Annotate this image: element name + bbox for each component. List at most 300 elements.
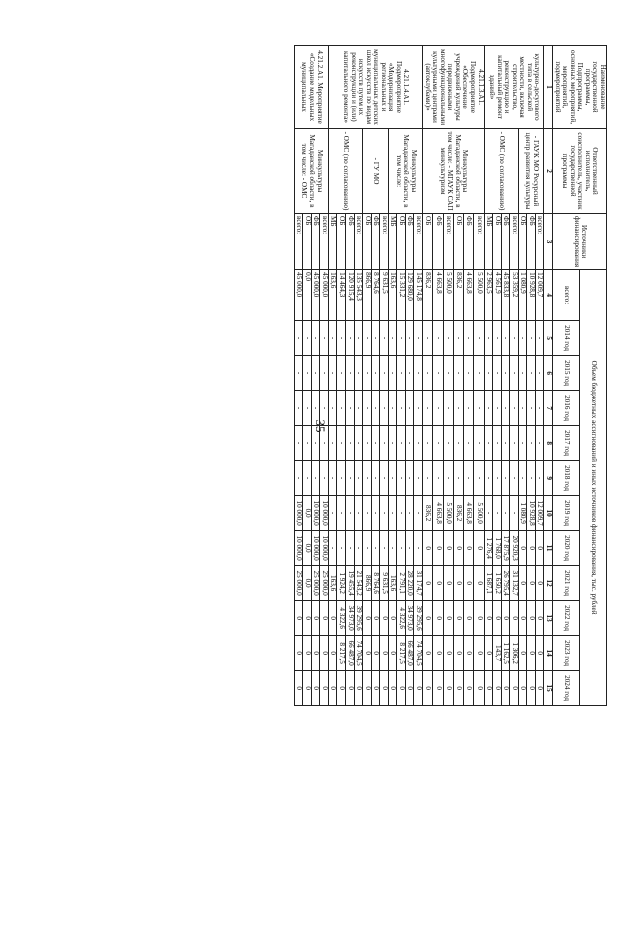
cell-year-value: 0: [527, 636, 536, 671]
header-year: 2016 год: [553, 391, 580, 426]
cell-year-value: -: [363, 426, 372, 461]
cell-source: ФБ: [464, 214, 474, 270]
column-number: 8: [544, 426, 553, 461]
column-number: 9: [544, 461, 553, 496]
cell-year-value: -: [311, 426, 320, 461]
header-name: Наименование государственной программы, Подпрограммы, основных мероприятий, мероприятий, подмероприятий: [553, 46, 607, 129]
cell-year-value: 0: [433, 531, 443, 566]
cell-year-value: -: [346, 391, 355, 426]
cell-year-value: -: [380, 496, 389, 531]
cell-year-value: -: [397, 391, 406, 426]
cell-year-value: 0: [474, 671, 484, 706]
cell-year-value: -: [453, 461, 463, 496]
cell-year-value: -: [484, 321, 493, 356]
cell-year-value: 0: [535, 566, 544, 601]
cell-year-value: 0: [453, 636, 463, 671]
cell-year-value: 143,7: [493, 636, 502, 671]
cell-year-value: -: [328, 496, 337, 531]
cell-year-value: -: [320, 461, 329, 496]
column-number: 4: [544, 270, 553, 321]
cell-year-value: -: [443, 426, 453, 461]
cell-year-value: 66 487,0: [405, 636, 414, 671]
cell-year-value: 0: [363, 636, 372, 671]
cell-year-value: -: [397, 461, 406, 496]
cell-year-value: 8 217,5: [397, 636, 406, 671]
cell-source: ФБ: [346, 214, 355, 270]
cell-year-value: 0: [328, 601, 337, 636]
cell-program-name: 4.21.1.4.А1. Подмероприятие «Модернизация региональных и муниципальных детских школ искусств по видам искусств путем их реконструкции и (или) капитального ремонта»: [328, 46, 422, 129]
cell-year-value: -: [380, 356, 389, 391]
cell-year-value: -: [535, 426, 544, 461]
cell-year-value: -: [453, 391, 463, 426]
cell-total: 120 915,4: [346, 270, 355, 321]
cell-total: 10 928,8: [527, 270, 536, 321]
cell-year-value: -: [501, 321, 510, 356]
cell-total: 135 543,3: [354, 270, 363, 321]
cell-year-value: -: [433, 321, 443, 356]
cell-year-value: -: [443, 321, 453, 356]
column-number: 15: [544, 671, 553, 706]
cell-year-value: -: [328, 391, 337, 426]
cell-responsible: - ГАУК МО Ресурсный центр развития культуры: [518, 129, 544, 214]
cell-source: всего:: [414, 214, 423, 270]
cell-year-value: -: [535, 461, 544, 496]
cell-year-value: 10 000,0: [294, 531, 303, 566]
cell-source: всего:: [354, 214, 363, 270]
cell-source: ФБ: [527, 214, 536, 270]
cell-year-value: -: [397, 496, 406, 531]
cell-year-value: -: [354, 356, 363, 391]
cell-year-value: 0: [464, 636, 474, 671]
cell-total: 45 000,0: [294, 270, 303, 321]
cell-source: ФБ: [433, 214, 443, 270]
cell-year-value: -: [371, 321, 380, 356]
cell-total: 14 464,3: [337, 270, 346, 321]
cell-year-value: 12 009,7: [535, 496, 544, 531]
cell-year-value: -: [405, 391, 414, 426]
cell-total: 866,9: [363, 270, 372, 321]
cell-year-value: 19 455,4: [346, 566, 355, 601]
cell-year-value: -: [328, 531, 337, 566]
cell-year-value: 836,2: [423, 496, 433, 531]
cell-year-value: -: [320, 356, 329, 391]
cell-year-value: 0: [294, 636, 303, 671]
cell-responsible: - ОМС (по согласованию): [328, 129, 362, 214]
cell-year-value: 0,0: [303, 496, 312, 531]
finance-table-sheet: [0, 45, 607, 950]
cell-year-value: 0: [535, 531, 544, 566]
cell-source: ФБ: [371, 214, 380, 270]
cell-year-value: -: [363, 531, 372, 566]
cell-year-value: -: [501, 426, 510, 461]
cell-year-value: 0: [535, 671, 544, 706]
cell-year-value: 0: [423, 636, 433, 671]
cell-year-value: 39 295,6: [414, 601, 423, 636]
cell-year-value: 17 875,9: [501, 531, 510, 566]
cell-total: 1 080,9: [518, 270, 527, 321]
cell-year-value: 0: [527, 671, 536, 706]
cell-year-value: 0: [433, 566, 443, 601]
cell-year-value: 0: [311, 601, 320, 636]
cell-source: ФБ: [405, 214, 414, 270]
cell-year-value: -: [311, 356, 320, 391]
cell-year-value: 0: [443, 601, 453, 636]
cell-total: 129 680,0: [405, 270, 414, 321]
cell-year-value: -: [423, 426, 433, 461]
cell-year-value: 0: [423, 601, 433, 636]
cell-year-value: -: [501, 496, 510, 531]
cell-year-value: 10 928,8: [527, 496, 536, 531]
cell-year-value: -: [414, 461, 423, 496]
column-number: 6: [544, 356, 553, 391]
cell-year-value: -: [388, 426, 397, 461]
cell-year-value: 0: [527, 566, 536, 601]
cell-source: ОБ: [423, 214, 433, 270]
cell-year-value: 0: [443, 671, 453, 706]
cell-year-value: 0: [303, 671, 312, 706]
cell-year-value: 0: [474, 601, 484, 636]
cell-year-value: -: [474, 321, 484, 356]
column-number: 5: [544, 321, 553, 356]
header-year: 2017 год: [553, 426, 580, 461]
cell-year-value: -: [294, 391, 303, 426]
header-year: 2024 год: [553, 671, 580, 706]
cell-year-value: -: [405, 321, 414, 356]
cell-year-value: -: [397, 531, 406, 566]
cell-year-value: 0: [371, 671, 380, 706]
cell-year-value: -: [535, 321, 544, 356]
cell-year-value: -: [371, 531, 380, 566]
cell-year-value: -: [320, 391, 329, 426]
cell-year-value: -: [380, 461, 389, 496]
cell-year-value: -: [337, 531, 346, 566]
cell-year-value: 39 295,6: [354, 601, 363, 636]
cell-year-value: -: [484, 356, 493, 391]
column-number: 2: [544, 129, 553, 214]
cell-year-value: 0: [501, 671, 510, 706]
cell-year-value: -: [337, 356, 346, 391]
cell-total: 0,0: [303, 270, 312, 321]
cell-source: всего:: [510, 214, 519, 270]
cell-source: всего:: [443, 214, 453, 270]
cell-year-value: -: [464, 461, 474, 496]
cell-year-value: -: [510, 496, 519, 531]
cell-year-value: -: [484, 461, 493, 496]
cell-year-value: -: [354, 496, 363, 531]
header-year: 2020 год: [553, 531, 580, 566]
cell-year-value: -: [453, 426, 463, 461]
cell-year-value: 0: [493, 671, 502, 706]
cell-year-value: 0: [484, 671, 493, 706]
cell-source: ФБ: [501, 214, 510, 270]
cell-year-value: -: [464, 426, 474, 461]
cell-year-value: 163,6: [328, 566, 337, 601]
cell-year-value: 0: [453, 671, 463, 706]
cell-year-value: 0: [518, 636, 527, 671]
cell-source: ОБ: [337, 214, 346, 270]
cell-year-value: 0: [518, 531, 527, 566]
table-row: [535, 46, 544, 706]
cell-year-value: -: [388, 496, 397, 531]
cell-year-value: -: [484, 496, 493, 531]
header-funding-group: Объем бюджетных ассигнований и иных источников финансирования, тыс. рублей: [580, 270, 607, 706]
cell-year-value: 0: [423, 566, 433, 601]
cell-year-value: 0: [493, 601, 502, 636]
cell-year-value: 0: [328, 636, 337, 671]
cell-year-value: -: [405, 531, 414, 566]
cell-year-value: 1 162,5: [501, 636, 510, 671]
cell-total: 9 631,5: [380, 270, 389, 321]
cell-year-value: -: [443, 356, 453, 391]
cell-year-value: -: [433, 391, 443, 426]
cell-year-value: -: [535, 356, 544, 391]
header-year: 2022 год: [553, 601, 580, 636]
cell-year-value: -: [346, 461, 355, 496]
cell-year-value: 31 132,7: [510, 566, 519, 601]
cell-source: ОБ: [453, 214, 463, 270]
cell-year-value: 0: [527, 601, 536, 636]
cell-year-value: 0: [527, 531, 536, 566]
cell-year-value: 4 322,6: [397, 601, 406, 636]
cell-year-value: -: [527, 461, 536, 496]
cell-year-value: 0: [443, 566, 453, 601]
cell-year-value: 0: [303, 601, 312, 636]
cell-year-value: -: [311, 461, 320, 496]
cell-responsible: Минкультуры Магаданской области, в том числе: - МГАУК САП минкультуризм: [423, 129, 485, 214]
cell-year-value: 74 704,5: [354, 636, 363, 671]
column-number: 7: [544, 391, 553, 426]
cell-year-value: 0: [328, 671, 337, 706]
cell-year-value: -: [474, 391, 484, 426]
cell-year-value: 0: [303, 636, 312, 671]
cell-year-value: 0: [443, 636, 453, 671]
cell-total: 12 009,7: [535, 270, 544, 321]
cell-source: МБ: [484, 214, 493, 270]
cell-year-value: 1 768,0: [493, 531, 502, 566]
cell-year-value: -: [518, 426, 527, 461]
cell-year-value: -: [510, 461, 519, 496]
cell-year-value: 10 000,0: [320, 496, 329, 531]
cell-year-value: 0: [423, 531, 433, 566]
cell-year-value: 0,0: [303, 566, 312, 601]
cell-year-value: 0: [474, 636, 484, 671]
table-row: [474, 46, 484, 706]
cell-year-value: -: [501, 356, 510, 391]
cell-year-value: 5 500,0: [474, 496, 484, 531]
cell-year-value: 4 663,8: [464, 496, 474, 531]
cell-year-value: 0: [294, 601, 303, 636]
cell-year-value: -: [328, 426, 337, 461]
cell-source: ОБ: [518, 214, 527, 270]
cell-year-value: -: [510, 391, 519, 426]
cell-year-value: 2 791,1: [397, 566, 406, 601]
cell-year-value: -: [346, 496, 355, 531]
cell-year-value: -: [320, 426, 329, 461]
cell-year-value: -: [294, 321, 303, 356]
cell-year-value: 1 650,2: [493, 566, 502, 601]
cell-year-value: -: [328, 321, 337, 356]
cell-year-value: -: [484, 391, 493, 426]
cell-year-value: -: [294, 356, 303, 391]
cell-year-value: 1 080,9: [518, 496, 527, 531]
cell-total: 45 000,0: [320, 270, 329, 321]
cell-year-value: -: [337, 496, 346, 531]
cell-year-value: 0: [380, 601, 389, 636]
cell-year-value: 1 924,2: [337, 566, 346, 601]
header-year: 2015 год: [553, 356, 580, 391]
cell-year-value: -: [414, 426, 423, 461]
cell-year-value: -: [414, 496, 423, 531]
cell-year-value: -: [518, 391, 527, 426]
cell-year-value: -: [510, 426, 519, 461]
cell-year-value: 0: [484, 636, 493, 671]
cell-year-value: -: [371, 391, 380, 426]
cell-year-value: -: [405, 496, 414, 531]
cell-year-value: -: [464, 321, 474, 356]
cell-source: ОБ: [363, 214, 372, 270]
cell-year-value: 25 000,0: [294, 566, 303, 601]
cell-total: 53 359,2: [510, 270, 519, 321]
cell-year-value: 0: [474, 566, 484, 601]
cell-year-value: -: [328, 461, 337, 496]
cell-year-value: -: [380, 321, 389, 356]
cell-year-value: -: [527, 321, 536, 356]
header-year: 2018 год: [553, 461, 580, 496]
cell-year-value: -: [380, 391, 389, 426]
cell-year-value: 0: [510, 671, 519, 706]
cell-year-value: 34 973,0: [346, 601, 355, 636]
cell-year-value: 0: [388, 636, 397, 671]
cell-year-value: -: [493, 496, 502, 531]
cell-year-value: -: [371, 496, 380, 531]
cell-year-value: 1 306,2: [510, 636, 519, 671]
cell-year-value: -: [527, 356, 536, 391]
cell-year-value: -: [337, 321, 346, 356]
cell-year-value: -: [354, 426, 363, 461]
cell-program-name: 4.21.2.А1. Мероприятие «Создание модельных муниципальных: [294, 46, 328, 129]
cell-responsible: - ГУ МО: [363, 129, 389, 214]
cell-source: ОБ: [303, 214, 312, 270]
cell-year-value: 66 487,0: [346, 636, 355, 671]
cell-source: МБ: [328, 214, 337, 270]
cell-year-value: 0: [363, 671, 372, 706]
cell-year-value: -: [311, 321, 320, 356]
cell-year-value: -: [337, 461, 346, 496]
cell-year-value: 25 000,0: [320, 566, 329, 601]
cell-source: всего:: [380, 214, 389, 270]
cell-year-value: -: [354, 461, 363, 496]
cell-source: ОБ: [397, 214, 406, 270]
cell-year-value: 0: [371, 601, 380, 636]
cell-year-value: 0: [380, 636, 389, 671]
cell-year-value: 0: [346, 671, 355, 706]
cell-total: 5 500,0: [474, 270, 484, 321]
cell-year-value: -: [493, 356, 502, 391]
cell-year-value: 5 500,0: [443, 496, 453, 531]
cell-year-value: -: [501, 461, 510, 496]
cell-year-value: 0: [414, 671, 423, 706]
cell-year-value: -: [423, 391, 433, 426]
cell-year-value: 0: [388, 671, 397, 706]
cell-total: 45 833,8: [501, 270, 510, 321]
cell-year-value: 0: [320, 671, 329, 706]
cell-program-name: культурно-досугового типа в сельской местности, включая строительство, реконструкцию и капитальный ремонт зданий»: [484, 46, 544, 129]
header-year: 2014 год: [553, 321, 580, 356]
cell-year-value: 1 687,1: [484, 566, 493, 601]
cell-total: 163,6: [388, 270, 397, 321]
cell-year-value: 21 543,2: [354, 566, 363, 601]
cell-year-value: -: [380, 426, 389, 461]
cell-year-value: -: [405, 426, 414, 461]
header-source: Источники финансирования: [553, 214, 607, 270]
cell-year-value: -: [363, 321, 372, 356]
cell-year-value: -: [363, 356, 372, 391]
cell-year-value: 0: [433, 636, 443, 671]
cell-year-value: -: [414, 391, 423, 426]
cell-year-value: 0: [535, 636, 544, 671]
cell-year-value: 8 764,6: [371, 566, 380, 601]
cell-year-value: -: [303, 356, 312, 391]
cell-year-value: 0: [397, 671, 406, 706]
cell-year-value: 0: [518, 601, 527, 636]
cell-year-value: -: [518, 461, 527, 496]
cell-year-value: -: [493, 391, 502, 426]
cell-responsible: Минкультуры Магаданской области, в том числе:: [388, 129, 422, 214]
cell-year-value: 0: [337, 671, 346, 706]
cell-year-value: 0: [453, 566, 463, 601]
cell-year-value: 0: [311, 636, 320, 671]
cell-year-value: -: [433, 461, 443, 496]
cell-year-value: -: [433, 356, 443, 391]
cell-source: ОБ: [493, 214, 502, 270]
cell-year-value: -: [453, 356, 463, 391]
cell-year-value: -: [464, 356, 474, 391]
cell-year-value: -: [493, 461, 502, 496]
cell-year-value: 74 704,5: [414, 636, 423, 671]
cell-year-value: -: [346, 321, 355, 356]
cell-year-value: -: [346, 531, 355, 566]
cell-year-value: 10 000,0: [311, 496, 320, 531]
cell-year-value: -: [414, 531, 423, 566]
cell-year-value: -: [320, 321, 329, 356]
cell-year-value: -: [501, 391, 510, 426]
cell-responsible: - ОМС (по согласованию): [484, 129, 518, 214]
cell-year-value: -: [518, 356, 527, 391]
cell-year-value: -: [423, 461, 433, 496]
cell-year-value: -: [510, 321, 519, 356]
cell-source: всего:: [474, 214, 484, 270]
cell-year-value: 836,2: [453, 496, 463, 531]
cell-year-value: -: [518, 321, 527, 356]
cell-year-value: 10 000,0: [320, 531, 329, 566]
cell-year-value: -: [405, 461, 414, 496]
cell-year-value: 0: [464, 531, 474, 566]
cell-year-value: -: [328, 356, 337, 391]
column-number: 1: [544, 46, 553, 129]
cell-year-value: -: [443, 391, 453, 426]
cell-year-value: -: [423, 321, 433, 356]
cell-source: МБ: [388, 214, 397, 270]
cell-year-value: -: [371, 426, 380, 461]
cell-year-value: 25 000,0: [311, 566, 320, 601]
cell-year-value: 0: [474, 531, 484, 566]
column-number: 14: [544, 636, 553, 671]
cell-program-name: 4.21.1.3.А1. Подмероприятие «Обеспечение учреждений культуры передвижными многофункциональными культурными центрами (автоклубами)»: [423, 46, 485, 129]
cell-year-value: -: [474, 426, 484, 461]
cell-year-value: 0: [464, 601, 474, 636]
table-row: [414, 46, 423, 706]
cell-year-value: 163,6: [388, 566, 397, 601]
